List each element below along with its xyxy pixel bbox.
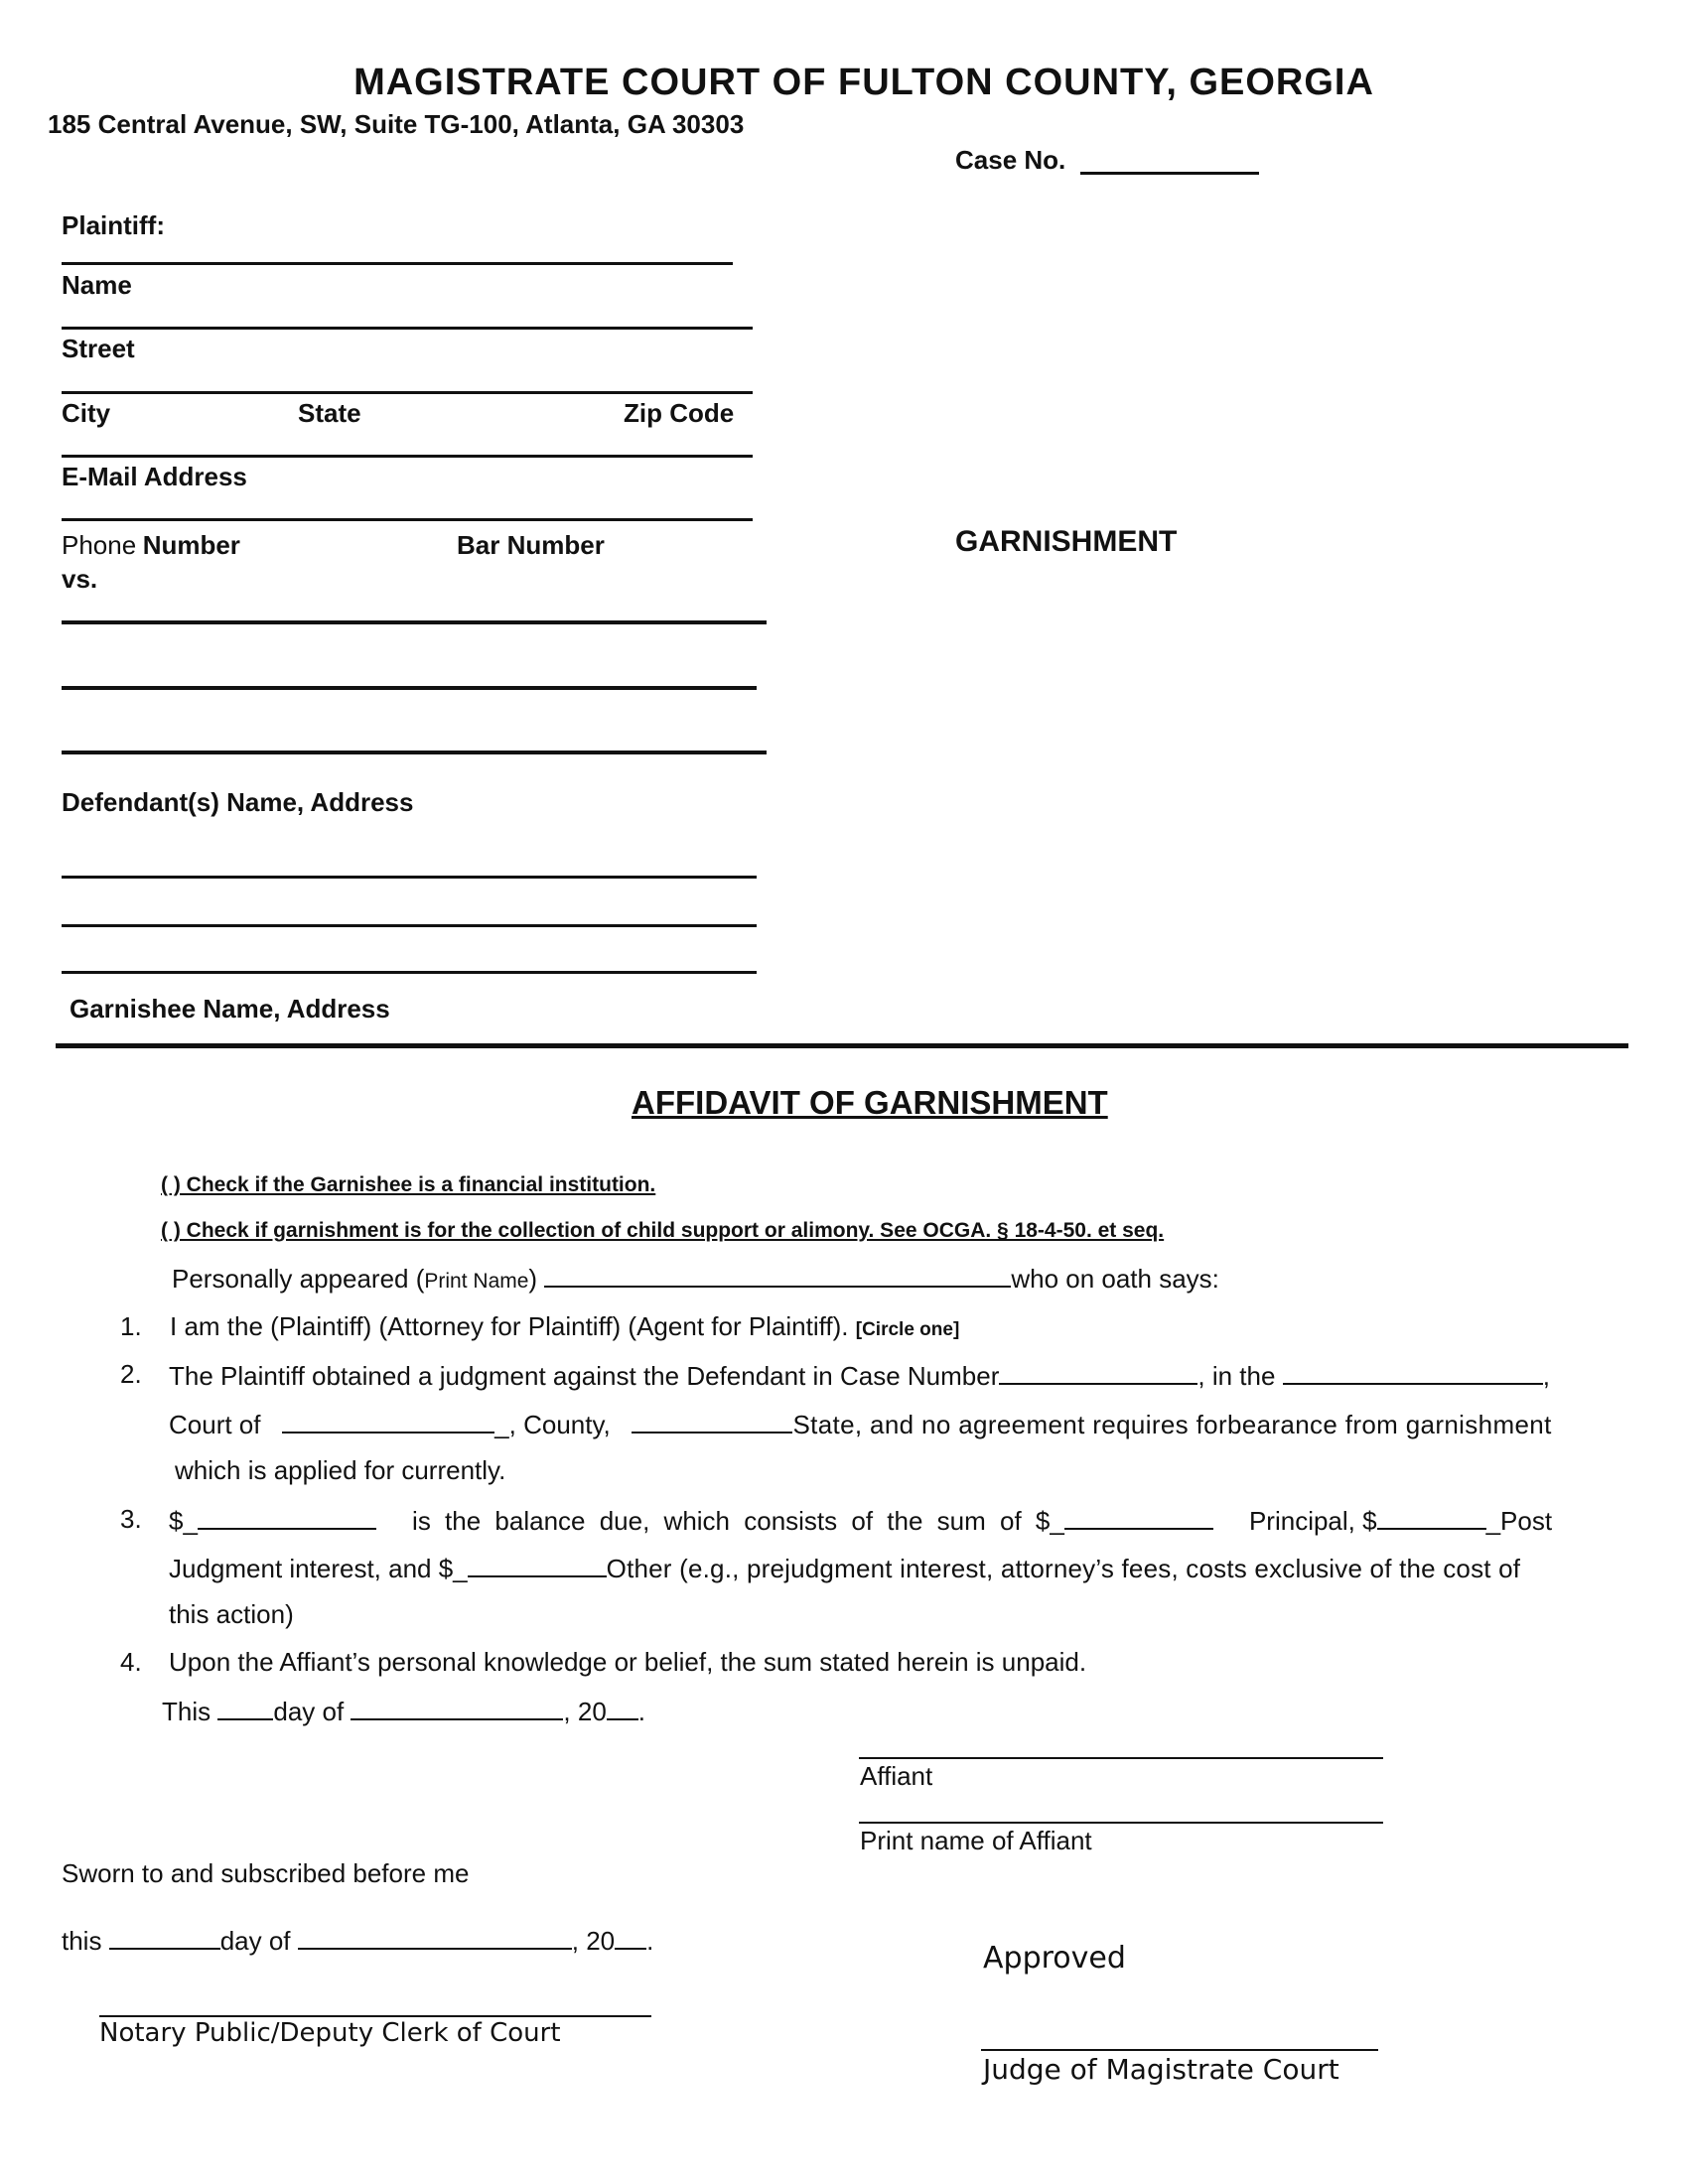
affiant-label: Affiant (860, 1761, 933, 1791)
city-label: City (62, 398, 111, 428)
bar-number-label: Bar Number (457, 530, 605, 560)
plaintiff-name-line[interactable] (62, 262, 733, 265)
item-1-text: I am the (Plaintiff) (Attorney for Plaintiff) (Agent for Plaintiff). [Circle one] (170, 1311, 960, 1341)
state-label: State (298, 398, 361, 428)
court-blank[interactable] (1283, 1359, 1543, 1385)
street-line[interactable] (62, 327, 753, 330)
case-type-garnishment: GARNISHMENT (955, 525, 1178, 558)
judge-label: Judge of Magistrate Court (983, 2053, 1339, 2086)
check-child-support[interactable]: ( ) Check if garnishment is for the collection of child support or alimony. See OCGA. § 18-4-50. et seq. (161, 1219, 1165, 1242)
garnishee-line-1[interactable] (62, 876, 757, 879)
item-2-line-2: Court of _, County, State, and no agreement requires forbearance from garnishment (169, 1410, 1552, 1439)
year-blank[interactable] (607, 1695, 638, 1720)
notary-month-blank[interactable] (298, 1924, 572, 1950)
other-amount-blank[interactable] (468, 1552, 607, 1577)
garnishee-line-3[interactable] (62, 971, 757, 974)
court-title: MAGISTRATE COURT OF FULTON COUNTY, GEORGIA (353, 62, 1374, 103)
item-3-number: 3. (120, 1504, 142, 1534)
defendant-line-1[interactable] (62, 620, 767, 624)
zip-label: Zip Code (624, 398, 735, 428)
balance-blank[interactable] (198, 1504, 376, 1530)
item-3-line-3: this action) (169, 1599, 294, 1629)
case-number-blank[interactable] (999, 1359, 1197, 1385)
item-2-line-1: The Plaintiff obtained a judgment against the Defendant in Case Number , in the , (169, 1361, 1550, 1391)
state-blank[interactable] (632, 1408, 792, 1433)
print-affiant-line[interactable] (859, 1822, 1383, 1824)
garnishee-label: Garnishee Name, Address (70, 994, 390, 1024)
case-no-label: Case No. (955, 145, 1066, 175)
item-3-line-2: Judgment interest, and $_ Other (e.g., prejudgment interest, attorney’s fees, costs exclusive of the cost of (169, 1554, 1521, 1583)
item-4-number: 4. (120, 1647, 142, 1677)
defendant-label: Defendant(s) Name, Address (62, 787, 414, 817)
approved-label: Approved (983, 1941, 1126, 1976)
notary-signature-line[interactable] (99, 2015, 651, 2017)
county-blank[interactable] (282, 1408, 494, 1433)
month-blank[interactable] (351, 1695, 563, 1720)
email-label: E-Mail Address (62, 462, 247, 491)
notary-year-blank[interactable] (615, 1924, 646, 1950)
item-1-number: 1. (120, 1311, 142, 1341)
defendant-line-3[interactable] (62, 751, 767, 754)
case-no-line[interactable] (1080, 172, 1259, 175)
item-3-line-1: $_ is the balance due, which consists of the sum of $_ Principal, $ _Post (169, 1506, 1553, 1536)
plaintiff-heading: Plaintiff: (62, 210, 165, 240)
personally-appeared-line: Personally appeared (Print Name) who on oath says: (172, 1264, 1219, 1294)
garnishee-line-2[interactable] (62, 924, 757, 927)
print-affiant-label: Print name of Affiant (860, 1826, 1092, 1855)
day-blank[interactable] (217, 1695, 273, 1720)
court-address: 185 Central Avenue, SW, Suite TG-100, Atlanta, GA 30303 (48, 109, 745, 139)
affidavit-title: AFFIDAVIT OF GARNISHMENT (632, 1084, 1108, 1121)
post-judgment-blank[interactable] (1377, 1504, 1486, 1530)
item-2-line-3: which is applied for currently. (175, 1455, 506, 1485)
judge-signature-line[interactable] (981, 2049, 1378, 2051)
notary-label: Notary Public/Deputy Clerk of Court (99, 2018, 561, 2048)
name-label: Name (62, 270, 132, 300)
section-divider (56, 1043, 1628, 1048)
city-state-zip-line[interactable] (62, 391, 753, 394)
notary-date-line: this day of , 20 . (62, 1926, 654, 1956)
vs-label: vs. (62, 564, 98, 594)
affidavit-date-line: This day of , 20 . (162, 1697, 646, 1726)
item-2-number: 2. (120, 1359, 142, 1389)
principal-blank[interactable] (1064, 1504, 1213, 1530)
street-label: Street (62, 334, 135, 363)
defendant-line-2[interactable] (62, 686, 757, 690)
notary-day-blank[interactable] (109, 1924, 220, 1950)
sworn-text: Sworn to and subscribed before me (62, 1858, 470, 1888)
phone-label: Phone Number (62, 530, 240, 560)
print-name-blank[interactable] (544, 1262, 1011, 1288)
item-4-text: Upon the Affiant’s personal knowledge or belief, the sum stated herein is unpaid. (169, 1647, 1087, 1677)
check-financial-institution[interactable]: ( ) Check if the Garnishee is a financial institution. (161, 1173, 656, 1196)
affiant-signature-line[interactable] (859, 1757, 1383, 1759)
email-line[interactable] (62, 455, 753, 458)
phone-bar-line[interactable] (62, 518, 753, 521)
